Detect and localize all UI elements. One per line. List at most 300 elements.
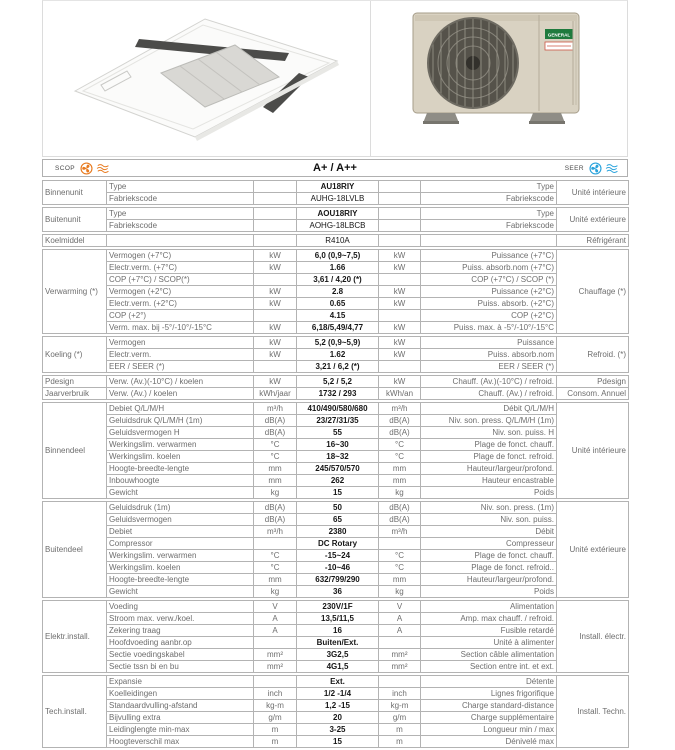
row-label-nl: Sectie tssn bi en bu: [107, 661, 254, 673]
spec-row: [43, 310, 629, 322]
group-label-fr: Install. électr.: [557, 601, 629, 673]
row-label-fr: EER / SEER (*): [421, 361, 557, 373]
group-label-fr: Refroid. (*): [557, 337, 629, 373]
row-label-fr: Puiss. max. à -5°/-10°/-15°C: [421, 322, 557, 334]
spec-row: [43, 688, 629, 700]
unit-fr: °C: [379, 562, 421, 574]
spec-value: 245/570/570: [297, 463, 379, 475]
unit-fr: g/m: [379, 712, 421, 724]
unit-nl: [254, 310, 297, 322]
spec-value: 0.65: [297, 298, 379, 310]
unit-fr: dB(A): [379, 415, 421, 427]
spec-row: [43, 637, 629, 649]
spec-row: [43, 538, 629, 550]
scop-group: [55, 162, 112, 175]
row-label-nl: Geluidsdruk Q/L/M/H (1m): [107, 415, 254, 427]
spec-row: [43, 193, 629, 205]
spec-value: 3-25: [297, 724, 379, 736]
spec-value: Buiten/Ext.: [297, 637, 379, 649]
row-label-nl: Verw. (Av.)(-10°C) / koelen: [107, 376, 254, 388]
spec-row: [43, 235, 629, 247]
spec-value: DC Rotary: [297, 538, 379, 550]
row-label-nl: Geluidsvermogen H: [107, 427, 254, 439]
spec-row: [43, 475, 629, 487]
spec-row: [43, 526, 629, 538]
unit-fr: dB(A): [379, 427, 421, 439]
unit-nl: kg: [254, 487, 297, 499]
spec-row: [43, 487, 629, 499]
unit-fr: kW: [379, 250, 421, 262]
row-label-fr: Plage de fonct. refroid..: [421, 562, 557, 574]
unit-nl: A: [254, 625, 297, 637]
energy-rating-band: [42, 159, 628, 177]
row-label-nl: Werkingslim. koelen: [107, 451, 254, 463]
row-label-fr: Hauteur/largeur/profond.: [421, 463, 557, 475]
row-label-fr: Puissance (+2°C): [421, 286, 557, 298]
unit-nl: [254, 538, 297, 550]
row-label-nl: Werkingslim. verwarmen: [107, 550, 254, 562]
spec-row: [43, 700, 629, 712]
unit-fr: V: [379, 601, 421, 613]
spec-row: [43, 262, 629, 274]
unit-fr: °C: [379, 550, 421, 562]
row-label-fr: Lignes frigorifique: [421, 688, 557, 700]
group-label-nl: Buitenunit: [43, 208, 107, 232]
spec-value: -15~24: [297, 550, 379, 562]
unit-nl: mm: [254, 574, 297, 586]
spec-row: [43, 601, 629, 613]
spec-row: [43, 451, 629, 463]
row-label-nl: Vermogen (+7°C): [107, 250, 254, 262]
spec-row: [43, 736, 629, 748]
unit-fr: [379, 538, 421, 550]
group-label-nl: Binnendeel: [43, 403, 107, 499]
unit-fr: A: [379, 625, 421, 637]
unit-fr: mm²: [379, 661, 421, 673]
unit-nl: m³/h: [254, 526, 297, 538]
group-label-fr: Install. Techn.: [557, 676, 629, 748]
spec-section-binnenunit: [42, 180, 629, 205]
spec-value: 16~30: [297, 439, 379, 451]
unit-nl: kW: [254, 250, 297, 262]
spec-section-binnendeel: [42, 402, 629, 499]
group-label-fr: Unité extérieure: [557, 502, 629, 598]
row-label-nl: Fabriekscode: [107, 220, 254, 232]
unit-nl: kW: [254, 376, 297, 388]
spec-row: [43, 337, 629, 349]
group-label-nl: Koelmiddel: [43, 235, 107, 247]
spec-value: 2380: [297, 526, 379, 538]
row-label-fr: Plage de fonct. chauff.: [421, 550, 557, 562]
unit-fr: dB(A): [379, 502, 421, 514]
spec-row: [43, 250, 629, 262]
row-label-nl: Vermogen (+2°C): [107, 286, 254, 298]
spec-row: [43, 439, 629, 451]
spec-value: 23/27/31/35: [297, 415, 379, 427]
row-label-nl: Koelleidingen: [107, 688, 254, 700]
spec-row: [43, 649, 629, 661]
spec-value: 20: [297, 712, 379, 724]
unit-nl: [254, 235, 297, 247]
spec-section-elektr-install-: [42, 600, 629, 673]
spec-tables: [42, 180, 628, 748]
unit-fr: [379, 637, 421, 649]
unit-fr: kW: [379, 322, 421, 334]
spec-value: 3,21 / 6,2 (*): [297, 361, 379, 373]
row-label-nl: Inbouwhoogte: [107, 475, 254, 487]
group-label-nl: Jaarverbruik: [43, 388, 107, 400]
unit-fr: kW: [379, 286, 421, 298]
row-label-fr: Hauteur encastrable: [421, 475, 557, 487]
unit-nl: kW: [254, 337, 297, 349]
row-label-fr: COP (+2°C): [421, 310, 557, 322]
group-label-nl: Elektr.install.: [43, 601, 107, 673]
spec-value: 632/799/290: [297, 574, 379, 586]
unit-fr: [379, 235, 421, 247]
spec-row: [43, 286, 629, 298]
unit-nl: m³/h: [254, 403, 297, 415]
unit-fr: m³/h: [379, 526, 421, 538]
unit-fr: kg-m: [379, 700, 421, 712]
spec-value: 410/490/580/680: [297, 403, 379, 415]
unit-fr: kW: [379, 262, 421, 274]
row-label-nl: Stroom max. verw./koel.: [107, 613, 254, 625]
spec-row: [43, 562, 629, 574]
spec-value: 13,5/11,5: [297, 613, 379, 625]
spec-value: 65: [297, 514, 379, 526]
spec-value: 1.62: [297, 349, 379, 361]
unit-fr: kg: [379, 487, 421, 499]
unit-nl: [254, 181, 297, 193]
row-label-fr: Type: [421, 208, 557, 220]
spec-section-koelmiddel: [42, 234, 629, 247]
unit-nl: kg: [254, 586, 297, 598]
unit-fr: mm²: [379, 649, 421, 661]
unit-nl: m: [254, 724, 297, 736]
row-label-fr: Débit: [421, 526, 557, 538]
brand-label: GENERAL: [547, 32, 571, 38]
group-label-fr: Unité intérieure: [557, 403, 629, 499]
outdoor-unit-photo: [371, 1, 627, 156]
unit-fr: m³/h: [379, 403, 421, 415]
group-label-nl: Binnenunit: [43, 181, 107, 205]
unit-fr: kW: [379, 298, 421, 310]
row-label-fr: Chauff. (Av.)(-10°C) / refroid.: [421, 376, 557, 388]
product-images: [42, 0, 628, 157]
row-label-fr: Puissance (+7°C): [421, 250, 557, 262]
unit-nl: mm²: [254, 661, 297, 673]
group-label-fr: Réfrigérant: [557, 235, 629, 247]
unit-nl: [254, 274, 297, 286]
row-label-fr: Chauff. (Av.) / refroid.: [421, 388, 557, 400]
unit-fr: kWh/an: [379, 388, 421, 400]
unit-fr: °C: [379, 439, 421, 451]
seer-fan-icon: [589, 162, 602, 175]
seer-group: [565, 162, 621, 175]
row-label-nl: COP (+2°): [107, 310, 254, 322]
spec-row: [43, 613, 629, 625]
row-label-nl: Hoogteverschil max: [107, 736, 254, 748]
spec-row: [43, 208, 629, 220]
spec-row: [43, 514, 629, 526]
spec-section-buitendeel: [42, 501, 629, 598]
unit-fr: A: [379, 613, 421, 625]
unit-nl: kW: [254, 349, 297, 361]
row-label-fr: Fabriekscode: [421, 220, 557, 232]
spec-row: [43, 712, 629, 724]
row-label-nl: Hoogte-breedte-lengte: [107, 574, 254, 586]
spec-row: [43, 661, 629, 673]
row-label-nl: Type: [107, 208, 254, 220]
unit-fr: [379, 361, 421, 373]
row-label-fr: Amp. max chauff. / refroid.: [421, 613, 557, 625]
row-label-fr: Détente: [421, 676, 557, 688]
spec-value: 5,2 (0,9~5,9): [297, 337, 379, 349]
spec-value: 5,2 / 5,2: [297, 376, 379, 388]
row-label-nl: [107, 235, 254, 247]
row-label-nl: Fabriekscode: [107, 193, 254, 205]
spec-row: [43, 274, 629, 286]
row-label-fr: Compresseur: [421, 538, 557, 550]
unit-fr: kg: [379, 586, 421, 598]
spec-row: [43, 724, 629, 736]
spec-section-koeling-: [42, 336, 629, 373]
spec-value: 36: [297, 586, 379, 598]
row-label-nl: Gewicht: [107, 487, 254, 499]
unit-nl: inch: [254, 688, 297, 700]
unit-nl: kW: [254, 298, 297, 310]
spec-value: -10~46: [297, 562, 379, 574]
unit-nl: [254, 220, 297, 232]
row-label-nl: Zekering traag: [107, 625, 254, 637]
spec-row: [43, 550, 629, 562]
group-label-nl: Pdesign: [43, 376, 107, 388]
row-label-nl: Werkingslim. koelen: [107, 562, 254, 574]
unit-nl: °C: [254, 451, 297, 463]
spec-value: 15: [297, 487, 379, 499]
content-area: [42, 0, 628, 750]
spec-value: 1/2 -1/4: [297, 688, 379, 700]
unit-nl: kg-m: [254, 700, 297, 712]
spec-value: AU18RIY: [297, 181, 379, 193]
spec-value: 230V/1F: [297, 601, 379, 613]
group-label-fr: Pdesign: [557, 376, 629, 388]
row-label-nl: Bijvulling extra: [107, 712, 254, 724]
unit-nl: dB(A): [254, 502, 297, 514]
unit-nl: A: [254, 613, 297, 625]
unit-nl: dB(A): [254, 427, 297, 439]
spec-value: 262: [297, 475, 379, 487]
unit-fr: [379, 193, 421, 205]
spec-value: Ext.: [297, 676, 379, 688]
unit-fr: mm: [379, 574, 421, 586]
spec-value: 3,61 / 4,20 (*): [297, 274, 379, 286]
unit-nl: kWh/jaar: [254, 388, 297, 400]
spec-value: AOU18RIY: [297, 208, 379, 220]
row-label-fr: Niv. son. puiss. H: [421, 427, 557, 439]
spec-value: 6,0 (0,9~7,5): [297, 250, 379, 262]
spec-value: 15: [297, 736, 379, 748]
spec-value: 1732 / 293: [297, 388, 379, 400]
unit-fr: dB(A): [379, 514, 421, 526]
row-label-fr: Hauteur/largeur/profond.: [421, 574, 557, 586]
spec-row: [43, 361, 629, 373]
spec-value: 16: [297, 625, 379, 637]
spec-row: [43, 586, 629, 598]
spec-value: 3G2,5: [297, 649, 379, 661]
unit-nl: mm²: [254, 649, 297, 661]
spec-value: AOHG-18LBCB: [297, 220, 379, 232]
spec-row: [43, 220, 629, 232]
row-label-nl: Gewicht: [107, 586, 254, 598]
unit-fr: m: [379, 736, 421, 748]
unit-fr: °C: [379, 451, 421, 463]
unit-fr: kW: [379, 337, 421, 349]
unit-nl: kW: [254, 286, 297, 298]
row-label-nl: Sectie voedingskabel: [107, 649, 254, 661]
outdoor-unit-image: [371, 1, 627, 156]
row-label-fr: Poids: [421, 487, 557, 499]
spec-section-tech-install-: [42, 675, 629, 748]
spec-row: [43, 574, 629, 586]
spec-row: [43, 181, 629, 193]
spec-section-buitenunit: [42, 207, 629, 232]
unit-nl: dB(A): [254, 514, 297, 526]
row-label-fr: [421, 235, 557, 247]
group-label-nl: Verwarming (*): [43, 250, 107, 334]
spec-row: [43, 502, 629, 514]
unit-fr: [379, 208, 421, 220]
spec-section-pdesign-jaarverbruik: [42, 375, 629, 400]
unit-fr: m: [379, 724, 421, 736]
row-label-fr: Niv. son. puiss.: [421, 514, 557, 526]
row-label-fr: Charge supplémentaire: [421, 712, 557, 724]
spec-row: [43, 298, 629, 310]
spec-value: 4.15: [297, 310, 379, 322]
unit-fr: kW: [379, 349, 421, 361]
row-label-nl: Leidinglengte min-max: [107, 724, 254, 736]
group-label-nl: Koeling (*): [43, 337, 107, 373]
row-label-nl: Electr.verm. (+7°C): [107, 262, 254, 274]
spec-value: 4G1,5: [297, 661, 379, 673]
seer-label: SEER: [564, 164, 584, 172]
row-label-nl: Vermogen: [107, 337, 254, 349]
spec-row: [43, 349, 629, 361]
row-label-fr: Puiss. absorb.nom (+7°C): [421, 262, 557, 274]
spec-value: 55: [297, 427, 379, 439]
row-label-nl: COP (+7°C) / SCOP(*): [107, 274, 254, 286]
row-label-nl: Geluidsdruk (1m): [107, 502, 254, 514]
unit-nl: dB(A): [254, 415, 297, 427]
row-label-fr: Alimentation: [421, 601, 557, 613]
row-label-fr: Dénivelé max: [421, 736, 557, 748]
row-label-nl: Verm. max. bij -5°/-10°/-15°C: [107, 322, 254, 334]
unit-nl: kW: [254, 322, 297, 334]
group-label-fr: Chauffage (*): [557, 250, 629, 334]
spec-row: [43, 388, 629, 400]
spec-value: 2.8: [297, 286, 379, 298]
row-label-fr: Unité à alimenter: [421, 637, 557, 649]
seer-airflow-icon: [604, 162, 621, 175]
unit-nl: °C: [254, 439, 297, 451]
unit-fr: [379, 181, 421, 193]
unit-nl: [254, 208, 297, 220]
unit-nl: g/m: [254, 712, 297, 724]
row-label-nl: Hoofdvoeding aanbr.op: [107, 637, 254, 649]
row-label-nl: Debiet: [107, 526, 254, 538]
unit-nl: [254, 193, 297, 205]
row-label-fr: Fusible retardé: [421, 625, 557, 637]
row-label-nl: Debiet Q/L/M/H: [107, 403, 254, 415]
scop-airflow-icon: [95, 162, 112, 175]
unit-fr: [379, 310, 421, 322]
group-label-fr: Consom. Annuel: [557, 388, 629, 400]
row-label-fr: Puissance: [421, 337, 557, 349]
unit-fr: [379, 274, 421, 286]
row-label-nl: Geluidsvermogen: [107, 514, 254, 526]
spec-row: [43, 427, 629, 439]
spec-value: AUHG-18LVLB: [297, 193, 379, 205]
row-label-fr: Charge standard-distance: [421, 700, 557, 712]
row-label-fr: Plage de fonct. refroid.: [421, 451, 557, 463]
scop-label: SCOP: [55, 164, 76, 172]
row-label-fr: Fabriekscode: [421, 193, 557, 205]
row-label-fr: Longueur min / max: [421, 724, 557, 736]
unit-nl: [254, 637, 297, 649]
group-label-nl: Buitendeel: [43, 502, 107, 598]
energy-class-label: A+ / A++: [313, 162, 357, 174]
unit-nl: kW: [254, 262, 297, 274]
unit-fr: inch: [379, 688, 421, 700]
unit-fr: [379, 220, 421, 232]
group-label-nl: Tech.install.: [43, 676, 107, 748]
row-label-fr: Niv. son. press. (1m): [421, 502, 557, 514]
spec-row: [43, 676, 629, 688]
unit-nl: °C: [254, 550, 297, 562]
unit-nl: [254, 676, 297, 688]
unit-nl: °C: [254, 562, 297, 574]
unit-nl: mm: [254, 475, 297, 487]
spec-value: R410A: [297, 235, 379, 247]
row-label-fr: Puiss. absorb.nom: [421, 349, 557, 361]
row-label-fr: Section entre int. et ext.: [421, 661, 557, 673]
unit-fr: kW: [379, 376, 421, 388]
spec-row: [43, 322, 629, 334]
unit-nl: V: [254, 601, 297, 613]
row-label-nl: Type: [107, 181, 254, 193]
unit-nl: [254, 361, 297, 373]
group-label-fr: Unité intérieure: [557, 181, 629, 205]
row-label-nl: Hoogte-breedte-lengte: [107, 463, 254, 475]
unit-nl: mm: [254, 463, 297, 475]
row-label-fr: Poids: [421, 586, 557, 598]
spec-value: 18~32: [297, 451, 379, 463]
spec-row: [43, 376, 629, 388]
row-label-nl: Electr.verm. (+2°C): [107, 298, 254, 310]
unit-nl: m: [254, 736, 297, 748]
row-label-nl: Electr.verm.: [107, 349, 254, 361]
row-label-fr: COP (+7°C) / SCOP (*): [421, 274, 557, 286]
row-label-fr: Niv. son. press. Q/L/M/H (1m): [421, 415, 557, 427]
row-label-nl: Werkingslim. verwarmen: [107, 439, 254, 451]
scop-fan-icon: [80, 162, 93, 175]
ceiling-cassette-image: [43, 1, 371, 156]
spec-row: [43, 403, 629, 415]
spec-section-verwarming-: [42, 249, 629, 334]
group-label-fr: Unité extérieure: [557, 208, 629, 232]
row-label-fr: Débit Q/L/M/H: [421, 403, 557, 415]
unit-fr: [379, 676, 421, 688]
